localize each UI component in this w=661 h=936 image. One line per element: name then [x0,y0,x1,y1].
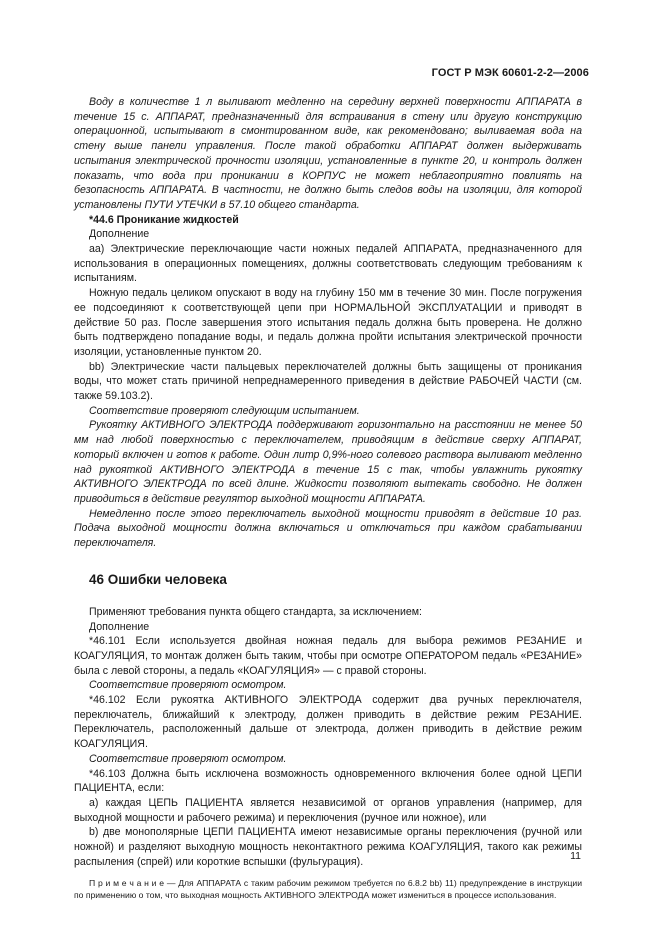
paragraph: *46.103 Должна быть исключена возможность одновременного включения более одной ЦЕПИ ПАЦИЕНТА, если: [74,767,582,795]
paragraph: аа) Электрические переключающие части ножных педалей АППАРАТА, предназначенного для использования в операционных помещениях, должны соответствовать следующим требованиям к испытаниям. [74,243,582,285]
paragraph: Дополнение [89,620,150,633]
paragraph: Соответствие проверяют осмотром. [89,752,287,765]
paragraph: Дополнение [89,228,150,241]
paragraph: *46.102 Если рукоятка АКТИВНОГО ЭЛЕКТРОДА содержит два ручных переключателя, переключатель, ближайший к электроду, должен приводить в действие режим РЕЗАНИЕ. Переключатель, расположенный дальше от электрода, должен приводить в действие режим КОАГУЛЯЦИЯ. [74,694,582,751]
standard-header: ГОСТ Р МЭК 60601-2-2—2006 [431,67,589,79]
paragraph: *46.101 Если используется двойная ножная педаль для выбора режимов РЕЗАНИЕ и КОАГУЛЯЦИЯ, то монтаж должен быть таким, чтобы при осмотре ОПЕРАТОРОМ педаль «РЕЗАНИЕ» была с левой стороны, а педаль «КОАГУЛЯЦИЯ» — с правой стороны. [74,635,582,677]
paragraph: Немедленно после этого переключатель выходной мощности приводят в действие 10 раз. Подача выходной мощности должна включаться и отключаться при каждом срабатывании переключателя. [74,507,582,550]
note: П р и м е ч а н и е — Для АППАРАТА с таким рабочим режимом требуется по 6.8.2 bb) 11) предупреждение в инструкции по применению о том, что выходная мощность АКТИВНОГО ЭЛЕКТРОДА может измениться в процессе использования. [74,878,582,901]
clause-44-block [74,95,582,551]
clause-46-block [74,605,582,870]
paragraph: *44.6 Проникание жидкостей [89,213,239,226]
paragraph: Применяют требования пункта общего стандарта, за исключением: [89,605,423,618]
section-title: 46 Ошибки человека [89,571,227,587]
paragraph: bb) Электрические части пальцевых переключателей должны быть защищены от проникания воды, что может стать причиной непреднамеренного приведения в действие РАБОЧЕЙ ЧАСТИ (см. также 59.103.2). [74,360,582,403]
page-content [74,95,582,901]
paragraph: Соответствие проверяют следующим испытанием. [89,404,360,417]
paragraph: Рукоятку АКТИВНОГО ЭЛЕКТРОДА поддерживают горизонтально на расстоянии не менее 50 мм над любой поверхностью с переключателем, приводящим в действие сверху АППАРАТ, который включен и готов к работе. Один литр 0,9%-ного солевого раствора выливают медленно над рукояткой АКТИВНОГО ЭЛЕКТРОДА в течение 15 с так, чтобы увлажнить рукоятку АКТИВНОГО ЭЛЕКТРОДА по всей длине. Жидкости позволяют вытекать свободно. Не должен приводиться в действие регулятор выходной мощности АППАРАТА. [74,419,582,505]
paragraph: Ножную педаль целиком опускают в воду на глубину 150 мм в течение 30 мин. После погружения ее подсоединяют к соответствующей цепи при НОРМАЛЬНОЙ ЭКСПЛУАТАЦИИ и приводят в действие 50 раз. После завершения этого испытания педаль должна быть проверена. Не должно быть подтверждено попадание воды, и педаль должна пройти испытания электрической прочности изоляции, установленные пунктом 20. [74,287,582,358]
paragraph: Соответствие проверяют осмотром. [89,679,287,692]
paragraph: Воду в количестве 1 л выливают медленно на середину верхней поверхности АППАРАТА в течение 15 с. АППАРАТ, предназначенный для встраивания в стену или другую конструкцию операционной, испытывают в смонтированном виде, как рекомендовано; выливаемая вода на стену выше панели управления. После такой обработки АППАРАТ должен выдерживать испытания электрической прочности изоляции, установленные в пункте 20, и контроль должен показать, что вода при проникании в КОРПУС не может неблагоприятно повлиять на безопасность АППАРАТА. В частности, не должно быть следов воды на изоляции, для которой установлены ПУТИ УТЕЧКИ в 57.10 общего стандарта. [74,96,582,211]
paragraph: b) две монополярные ЦЕПИ ПАЦИЕНТА имеют независимые органы переключения (ручной или ножной) и разделяют выходную мощность неконтактного режима КОАГУЛЯЦИЯ, такого как режимы распыления (спрей) или короткие вспышки (фульгурация). [74,826,582,868]
page-number: 11 [570,850,581,862]
paragraph: а) каждая ЦЕПЬ ПАЦИЕНТА является независимой от органов управления (например, для выходной мощности и рабочего режима) и переключения (ручное или ножное), или [74,796,582,824]
